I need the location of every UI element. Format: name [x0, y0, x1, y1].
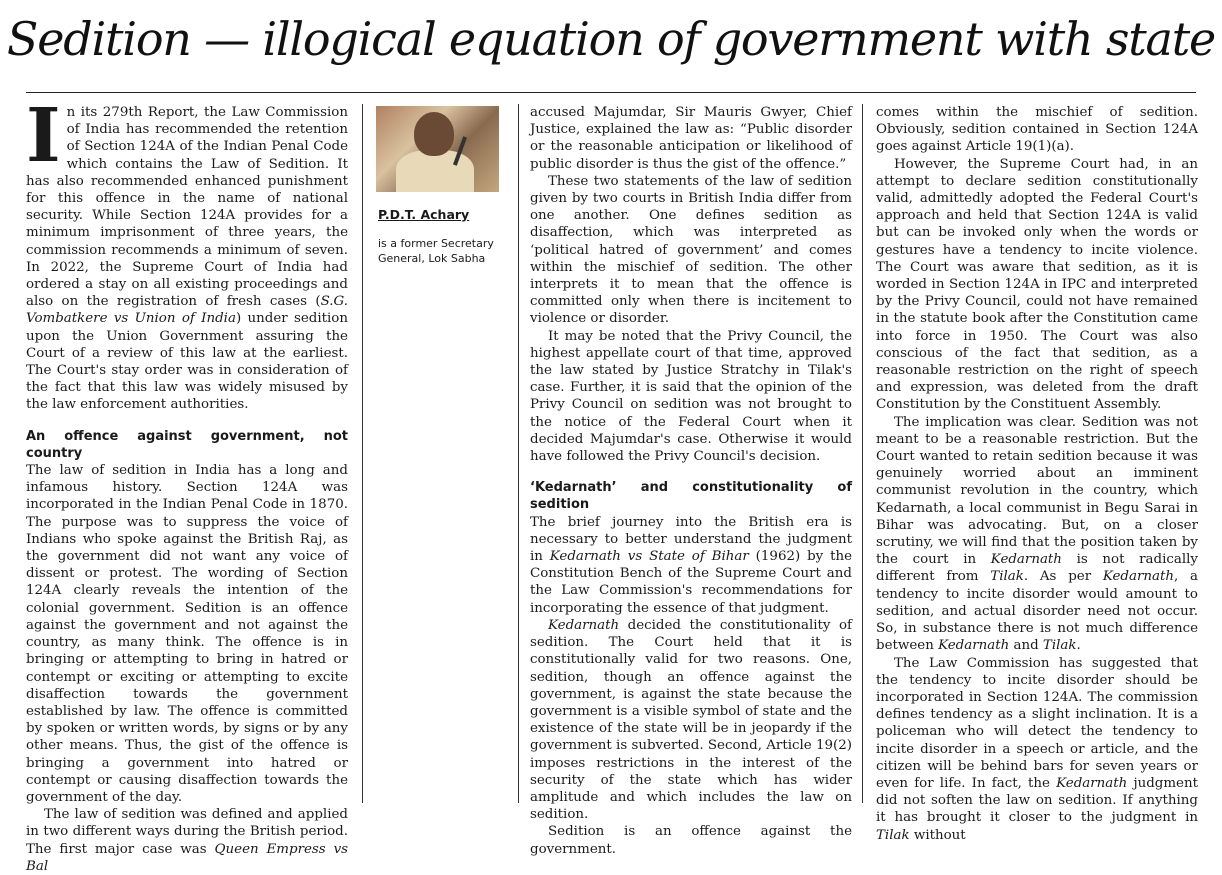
case-name: Kedarnath	[991, 552, 1062, 567]
case-name: Tilak	[990, 569, 1024, 584]
text-run: .	[1077, 638, 1081, 653]
headline: Sedition — illogical equation of government with state	[0, 8, 1222, 70]
article-column-1	[26, 104, 348, 875]
case-name: Kedarnath	[548, 618, 619, 633]
paragraph	[876, 414, 1198, 655]
paragraph	[26, 806, 348, 875]
text-run: The implication was clear. Sedition was not meant to be a reasonable restriction. But the Court wanted to retain sedition because it was genuinely worried about an imminent communist revolution in the country, which Kedarnath, a local communist in Begu Sarai in Bihar was advocating. But, on a closer scrutiny, we will find that the position taken by the court in	[876, 415, 1198, 568]
case-name: Kedarnath	[938, 638, 1009, 653]
case-name: Tilak	[1043, 638, 1077, 653]
paragraph: accused Majumdar, Sir Mauris Gwyer, Chief Justice, explained the law as: “Public disorder or the reasonable anticipation or likelihood of public disorder is thus the gist of the offence.”	[530, 104, 852, 173]
case-name: S.G. Vombatkere vs Union of India	[26, 294, 348, 326]
text-run: . As per	[1024, 569, 1103, 584]
text-run: is not radically different from	[876, 552, 1198, 584]
text-run: The brief journey into the British era is necessary to better understand the judgment in	[530, 515, 852, 564]
paragraph: comes within the mischief of sedition. Obviously, sedition contained in Section 124A goes against Article 19(1)(a).	[876, 104, 1198, 156]
text-run: decided the constitutionality of sedition. The Court held that it is constitutionally valid for two reasons. One, sedition, though an offence against the government, is against the state because the government is a visible symbol of state and the existence of the state will be in jeopardy if the government is subverted. Second, Article 19(2) imposes restrictions in the interest of the security of the state which has wider amplitude and which includes the law on sedition.	[530, 618, 852, 822]
paragraph: However, the Supreme Court had, in an attempt to declare sedition constitutionally valid, admittedly adopted the Federal Court's approach and held that Section 124A is valid but can be invoked only when the words or gestures have a tendency to incite violence. The Court was aware that sedition, as it is worded in Section 124A in IPC and interpreted by the Privy Council, could not have remained in the statute book after the Constitution came into force in 1950. The Court was also conscious of the fact that sedition, as a reasonable restriction on the right of speech and expression, was deleted from the draft Constitution by the Constituent Assembly.	[876, 156, 1198, 414]
subheading: An offence against government, not country	[26, 428, 348, 462]
paragraph	[876, 655, 1198, 844]
case-name: Kedarnath	[1056, 776, 1127, 791]
text-run: n its 279th Report, the Law Commission of India has recommended the retention of Section 124A of the Indian Penal Code which contains the Law of Sedition. It has also recommended enhanced punishment for this offence in the name of national security. While Section 124A provides for a minimum imprisonment of three years, the commission recommends a minimum of seven. In 2022, the Supreme Court of India had ordered a stay on all existing proceedings and also on the registration of fresh cases (	[26, 105, 348, 309]
article-column-4	[876, 104, 1198, 844]
paragraph	[530, 514, 852, 617]
column-divider	[862, 104, 863, 803]
text-run: without	[910, 828, 966, 843]
column-divider	[362, 104, 363, 803]
text-run: judgment did not soften the law on sedition. If anything it has brought it closer to the judgment in	[876, 776, 1198, 825]
text-run: The law of sedition was defined and applied in two different ways during the British period. The first major case was	[26, 807, 348, 856]
paragraph: The law of sedition in India has a long and infamous history. Section 124A was incorporated in the Indian Penal Code in 1870. The purpose was to suppress the voice of Indians who spoke against the British Raj, as the government did not want any voice of dissent or protest. The wording of Section 124A clearly reveals the intention of the colonial government. Sedition is an offence against the government and not against the country, as many think. The offence is in bringing or attempting to bring in hatred or contempt or exciting or attempting to excite disaffection towards the government established by law. The offence is committed by spoken or written words, by signs or by any other means. Thus, the gist of the offence is bringing a government into hatred or contempt or causing disaffection towards the government of the day.	[26, 462, 348, 806]
author-photo	[376, 106, 499, 192]
text-run: and	[1009, 638, 1043, 653]
paragraph	[530, 617, 852, 823]
photo-figure	[396, 150, 474, 192]
paragraph: These two statements of the law of sedition given by two courts in British India differ from one another. One defines sedition as disaffection, which was interpreted as ‘political hatred of government’ and comes within the mischief of sedition. The other interprets it to mean that the offence is committed only when there is incitement to violence or disorder.	[530, 173, 852, 328]
case-name: Kedarnath	[1103, 569, 1174, 584]
subheading: ‘Kedarnath’ and constitutionality of sedition	[530, 479, 852, 513]
paragraph	[26, 104, 348, 414]
case-name: Kedarnath vs State of Bihar	[550, 549, 749, 564]
author-bio: is a former Secretary General, Lok Sabha	[378, 236, 508, 266]
drop-cap: I	[26, 106, 61, 166]
photo-figure	[414, 112, 454, 156]
headline-rule	[26, 92, 1196, 93]
case-name: Tilak	[876, 828, 910, 843]
author-name[interactable]: P.D.T. Achary	[378, 207, 469, 222]
text-run: , a tendency to incite disorder would amount to sedition, and actual disorder need not occur. So, in substance there is not much difference between	[876, 569, 1198, 653]
column-divider	[518, 104, 519, 803]
paragraph: It may be noted that the Privy Council, the highest appellate court of that time, approved the law stated by Justice Stratchy in Tilak's case. Further, it is said that the opinion of the Privy Council on sedition was not brought to the notice of the Federal Court when it decided Majumdar's case. Otherwise it would have followed the Privy Council's decision.	[530, 328, 852, 466]
text-run: The Law Commission has suggested that the tendency to incite disorder should be incorporated in Section 124A. The commission defines tendency as a slight inclination. It is a policeman who will detect the tendency to incite disorder in a speech or article, and the citizen will be behind bars for seven years or even for life. In fact, the	[876, 656, 1198, 791]
case-name: Queen Empress vs Bal	[26, 842, 348, 874]
text-run: ) under sedition upon the Union Government assuring the Court of a review of this law at the earliest. The Court's stay order was in consideration of the fact that this law was widely misused by the law enforcement authorities.	[26, 311, 348, 412]
article-column-3	[530, 104, 852, 858]
paragraph: Sedition is an offence against the government.	[530, 823, 852, 857]
text-run: (1962) by the Constitution Bench of the Supreme Court and the Law Commission's recommendations for incorporating the essence of that judgment.	[530, 549, 852, 616]
